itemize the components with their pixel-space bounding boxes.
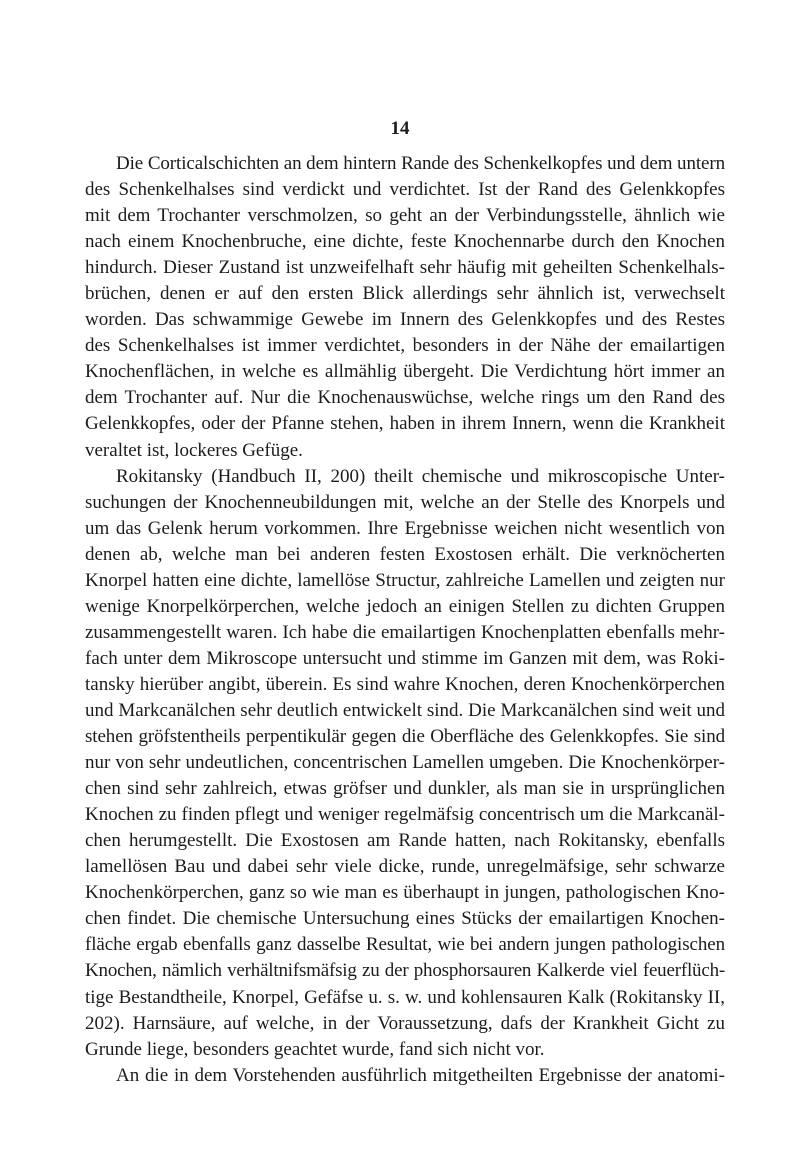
text-line: Gelenkkopfes, oder der Pfanne stehen, haben in ihrem Innern, wenn die Krankheit: [85, 413, 725, 435]
text-line: Knochen, nämlich verhältnifsmäfsig zu der phosphorsauren Kalkerde viel feuerflüch-: [85, 960, 725, 982]
text-line: chen sind sehr zahlreich, etwas gröfser und dunkler, als man sie in ursprünglichen: [85, 778, 725, 800]
text-line: wenige Knorpelkörperchen, welche jedoch an einigen Stellen zu dichten Gruppen: [85, 595, 725, 617]
text-line: fläche ergab ebenfalls ganz dasselbe Resultat, wie bei andern jungen pathologischen: [85, 934, 725, 956]
text-line: brüchen, denen er auf den ersten Blick allerdings sehr ähnlich ist, verwechselt: [85, 283, 725, 305]
text-line: um das Gelenk herum vorkommen. Ihre Ergebnisse weichen nicht wesentlich von: [85, 517, 725, 539]
text-line: dem Trochanter auf. Nur die Knochenauswüchse, welche rings um den Rand des: [85, 387, 725, 409]
page-number: 14: [390, 118, 410, 139]
text-line: denen ab, welche man bei anderen festen Exostosen erhält. Die verknöcherten: [85, 543, 725, 565]
text-line: Grunde liege, besonders geachtet wurde, fand sich nicht vor.: [85, 1038, 545, 1060]
text-line: veraltet ist, lockeres Gefüge.: [85, 439, 303, 461]
text-line: chen herumgestellt. Die Exostosen am Rande hatten, nach Rokitansky, ebenfalls: [85, 830, 725, 852]
text-line: Knochenflächen, in welche es allmählig übergeht. Die Verdichtung hört immer an: [85, 361, 725, 383]
text-line: tansky hierüber angibt, überein. Es sind wahre Knochen, deren Knochenkörperchen: [85, 673, 725, 695]
text-line: Die Corticalschichten an dem hintern Rande des Schenkelkopfes und dem untern: [116, 153, 725, 174]
text-line: Rokitansky (Handbuch II, 200) theilt chemische und mikroscopische Unter-: [116, 465, 725, 487]
text-line: chen findet. Die chemische Untersuchung eines Stücks der emailartigen Knochen-: [85, 908, 725, 930]
text-line: suchungen der Knochenneubildungen mit, welche an der Stelle des Knorpels und: [85, 491, 725, 513]
text-line: nach einem Knochenbruche, eine dichte, feste Knochennarbe durch den Knochen: [85, 231, 725, 253]
text-line: des Schenkelhalses ist immer verdichtet, besonders in der Nähe der emailartigen: [85, 335, 725, 357]
text-line: fach unter dem Mikroscope untersucht und stimme im Ganzen mit dem, was Roki-: [85, 647, 725, 669]
text-line: Knorpel hatten eine dichte, lamellöse Structur, zahlreiche Lamellen und zeigten nur: [85, 569, 725, 591]
text-line: Knochen zu finden pflegt und weniger regelmäfsig concentrisch um die Markcanäl-: [85, 804, 725, 826]
text-line: mit dem Trochanter verschmolzen, so geht an der Verbindungsstelle, ähnlich wie: [85, 205, 725, 227]
text-line: und Markcanälchen sehr deutlich entwickelt sind. Die Markcanälchen sind weit und: [85, 699, 725, 721]
body-text: [85, 151, 725, 1089]
text-line: nur von sehr undeutlichen, concentrischen Lamellen umgeben. Die Knochenkörper-: [85, 752, 725, 774]
text-line: des Schenkelhalses sind verdickt und verdichtet. Ist der Rand des Gelenkkopfes: [85, 179, 725, 201]
text-line: lamellösen Bau und dabei sehr viele dicke, runde, unregelmäfsige, sehr schwarze: [85, 856, 725, 878]
text-line: hindurch. Dieser Zustand ist unzweifelhaft sehr häufig mit geheilten Schenkelhals-: [85, 257, 725, 279]
text-line: zusammengestellt waren. Ich habe die emailartigen Knochenplatten ebenfalls mehr-: [85, 621, 725, 643]
text-line: An die in dem Vorstehenden ausführlich mitgetheilten Ergebnisse der anatomi-: [116, 1064, 725, 1086]
text-line: worden. Das schwammige Gewebe im Innern des Gelenkkopfes und des Restes: [85, 309, 725, 331]
text-line: Knochenkörperchen, ganz so wie man es überhaupt in jungen, pathologischen Kno-: [85, 882, 725, 904]
text-line: tige Bestandtheile, Knorpel, Gefäfse u. s. w. und kohlensauren Kalk (Rokitansky II,: [85, 986, 725, 1008]
text-line: 202). Harnsäure, auf welche, in der Voraussetzung, dafs der Krankheit Gicht zu: [85, 1012, 725, 1034]
text-line: stehen gröfstentheils perpentikulär gegen die Oberfläche des Gelenkkopfes. Sie sind: [85, 726, 725, 748]
